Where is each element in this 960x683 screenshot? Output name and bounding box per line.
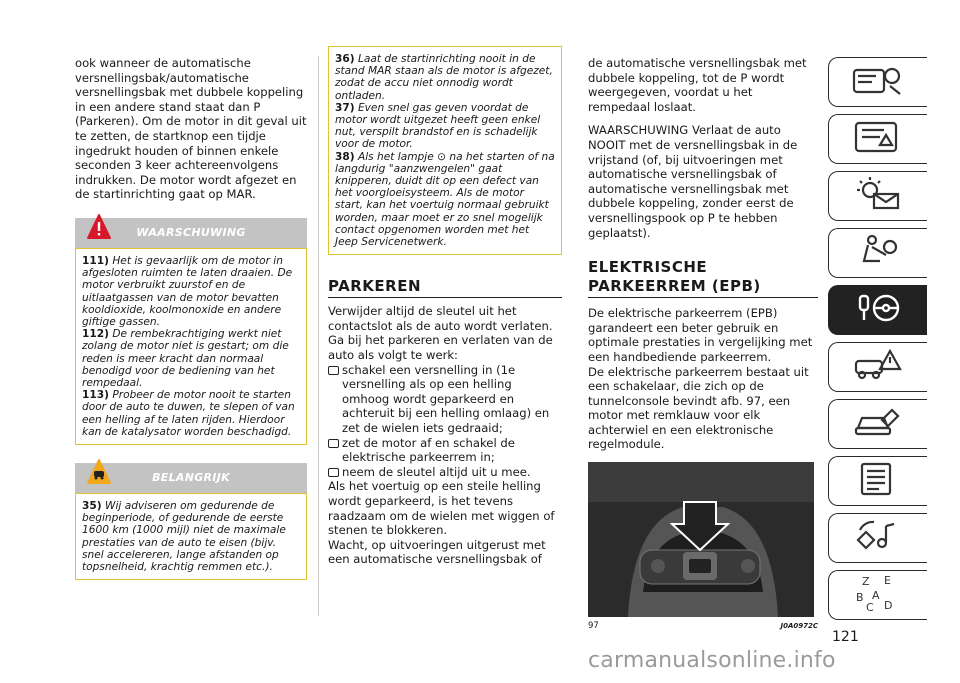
svg-text:E: E [884,574,891,587]
column-divider [318,56,319,616]
page-number: 121 [832,629,859,645]
tab-key-steering[interactable] [828,285,927,335]
epb-switch-photo [588,462,814,617]
paragraph: De elektrische parkeerrem (EPB) garandeert een beter gebruik en optimale prestaties in vergelijking met een handbediende parkeerrem. [588,306,813,364]
tab-car-dashboard[interactable] [828,57,927,107]
warning-item: 112) De rembekrachtiging werkt niet zolang de motor niet is gestart; om die reden is meer kracht dan normaal benodigd voor de bediening van het rempedaal. [82,328,289,389]
index-abc-icon [850,573,906,617]
column-2 [328,46,562,576]
car-service-icon [850,404,906,444]
important-item: 36) Laat de startinrichting nooit in de stand MAR staan als de motor is afgezet, zodat de accu niet onnodig wordt ontladen. [335,53,553,102]
tab-airbag-seat[interactable] [828,228,927,278]
sun-mail-icon [850,176,906,216]
list-item: schakel een versnelling in (1e versnelling als op een helling omhoog wordt geparkeerd en achteruit bij een helling omlaag) en zet de wielen iets gedraaid; [328,363,562,436]
tab-multimedia[interactable] [828,513,927,563]
key-steering-icon [850,290,906,330]
tab-road-warning[interactable] [828,342,927,392]
road-warning-icon [850,347,906,387]
warning-box [75,248,307,445]
important-item: 37) Even snel gas geven voordat de motor wordt uitgezet heeft geen enkel nut, verspilt brandstof en is schadelijk voor de motor. [335,101,541,151]
paragraph: WAARSCHUWING Verlaat de auto NOOIT met de versnellingsbak in de vrijstand (of, bij uitvoeringen met automatische versnellingsbak of automatische versnellingsbak met dubbele koppeling, zonder eerst de versnellingspook op P te hebben geplaatst). [588,123,798,240]
technical-data-icon [850,461,906,501]
tab-sun-mail[interactable] [828,171,927,221]
column-1 [75,56,307,580]
figure-caption [588,619,818,634]
warning-lights-icon [850,119,906,159]
svg-text:D: D [884,599,893,612]
tab-technical-data[interactable] [828,456,927,506]
tab-index[interactable] [828,570,927,620]
chapter-tabs [828,57,928,627]
important-box-continued [328,46,562,255]
important-item: 38) Als het lampje ⊙ na het starten of na langdurig "aanzwengelen" gaat knipperen, duidt dit op een defect van het voorgloeisysteem. Als de motor start, kan het voertuig normaal gebruikt worden, maar moet er zo snel mogelijk contact opgenomen worden met het Jeep Servicenetwerk. [335,150,555,249]
airbag-seat-icon [850,233,906,273]
section-heading: PARKEREN [328,277,562,298]
watermark: carmanualsonline.info [588,648,836,673]
key-bullet-icon [328,439,339,448]
paragraph: Verwijder altijd de sleutel uit het contactslot als de auto wordt verlaten. Ga bij het parkeren en verlaten van de auto als volgt te werk: [328,304,553,363]
car-dashboard-icon [850,62,906,102]
list-item: neem de sleutel altijd uit u mee. [328,465,562,480]
list-item: zet de motor af en schakel de elektrische parkeerrem in; [328,436,562,465]
paragraph: de automatische versnellingsbak met dubbele koppeling, tot de P wordt weergegeven, voordat u het rempedaal loslaat. [588,56,807,114]
paragraph: ook wanneer de automatische versnellingsbak/automatische versnellingsbak met dubbele koppeling in een andere stand staat dan P (Parkeren). Om de motor in dit geval uit te zetten, de startknop een tijdje ingedrukt houden of binnen enkele seconden 3 keer achtereenvolgens indrukken. De motor wordt afgezet en de startinrichting gaat op MAR. [75,56,307,202]
section-heading-line-2: PARKEERREM (EPB) [588,277,818,298]
svg-text:B: B [856,591,864,604]
paragraph: De elektrische parkeerrem bestaat uit een schakelaar, die zich op de tunnelconsole bevindt afb. 97, een motor met remklauw voor elk achterwiel en een elektronische regelmodule. [588,364,809,452]
important-title: BELANGRIJK [152,470,230,484]
key-bullet-icon [328,468,339,477]
important-box [75,493,307,580]
warning-item: 113) Probeer de motor nooit te starten door de auto te duwen, te slepen of van een helling af te laten rijden. Hierdoor kan de katalysator worden beschadigd. [82,389,295,438]
warning-title: WAARSCHUWING [136,225,246,239]
tab-warning-lights[interactable] [828,114,927,164]
section-heading-line-1: ELEKTRISCHE [588,258,708,277]
svg-text:Z: Z [862,575,870,588]
figure-number: 97 [588,621,599,632]
svg-text:A: A [872,589,880,602]
paragraph: Als het voertuig op een steile helling wordt geparkeerd, is het tevens raadzaam om de wielen met wiggen of stenen te blokkeren. [328,479,555,538]
multimedia-icon [850,518,906,558]
column-3 [588,56,818,634]
warning-item: 111) Het is gevaarlijk om de motor in afgesloten ruimten te laten draaien. De motor verbruikt zuurstof en de uitlaatgassen van de motor bevatten kooldioxide, koolmonoxide en andere giftige gassen. [82,254,293,328]
warning-header [75,218,307,248]
svg-text:C: C [866,601,874,613]
key-bullet-icon [328,366,339,375]
figure-code: J0A0972C [780,622,818,631]
important-header [75,463,307,493]
paragraph: Wacht, op uitvoeringen uitgerust met een automatische versnellingsbak of [328,537,546,567]
tab-car-service[interactable] [828,399,927,449]
important-item: 35) Wij adviseren om gedurende de beginperiode, of gedurende de eerste 1600 km (1000 mijl) niet de maximale prestaties van de auto te eisen (bijv. snel accelereren, lange afstanden op topsnelheid, krachtig remmen etc.). [82,499,286,573]
